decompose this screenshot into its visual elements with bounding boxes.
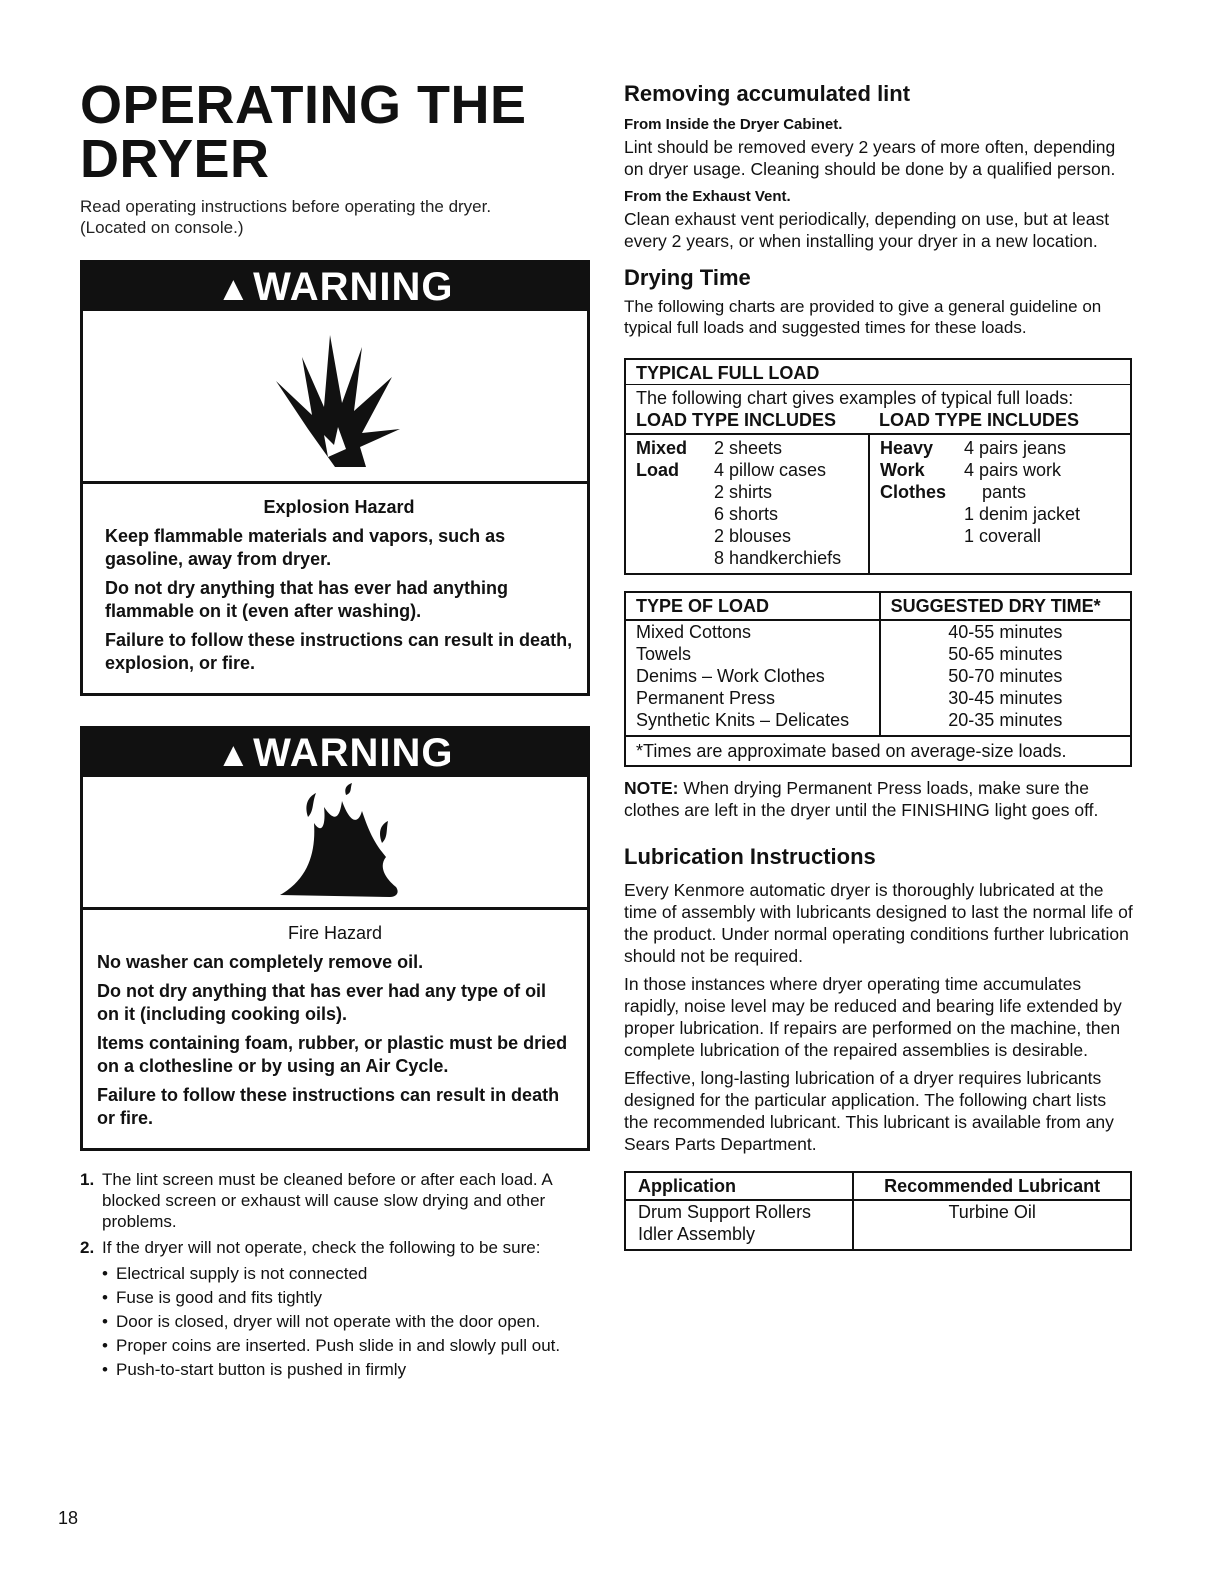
lubrication-heading: Lubrication Instructions	[624, 844, 876, 869]
step-number: 1.	[80, 1170, 95, 1189]
load-label: Load	[636, 460, 679, 480]
lube-table-header-lubricant: Recommended Lubricant	[853, 1172, 1131, 1200]
step-1	[80, 1169, 590, 1232]
warning-header	[83, 729, 587, 777]
load-type: Mixed Cottons	[636, 622, 752, 642]
dry-time-table	[624, 591, 1132, 767]
warning-label: WARNING	[253, 265, 454, 309]
dry-time: 50-70 minutes	[880, 665, 1131, 687]
right-column	[624, 80, 1134, 1251]
intro-line-2: (Located on console.)	[80, 218, 244, 237]
load-item: 4 pillow cases	[714, 460, 827, 480]
load-item: 4 pairs jeans	[964, 438, 1067, 458]
load-type: Permanent Press	[636, 688, 776, 708]
load-item: 2 sheets	[714, 438, 783, 458]
load-column-header: LOAD TYPE INCLUDES	[869, 409, 1131, 434]
load-item: 2 blouses	[714, 526, 792, 546]
check-item: • Door is closed, dryer will not operate with the door open.	[102, 1311, 590, 1332]
load-item: 2 shirts	[714, 482, 773, 502]
drying-time-text: The following charts are provided to give a general guideline on typical full loads and suggested times for these loads.	[624, 297, 1102, 337]
lubrication-paragraph: Every Kenmore automatic dryer is thoroughly lubricated at the time of assembly with lubricants designed to last the normal life of the product. Under normal operating conditions further lubrication should not be required.	[624, 880, 1133, 966]
dry-table-footnote: *Times are approximate based on average-size loads.	[625, 736, 1131, 766]
left-column	[80, 75, 590, 1383]
load-item: 6 shorts	[714, 504, 779, 524]
mixed-load-cell	[625, 434, 869, 574]
permanent-press-note	[624, 777, 1134, 821]
load-item: 1 coverall	[964, 526, 1042, 546]
typical-load-table	[624, 358, 1132, 575]
load-item: 4 pairs work	[964, 460, 1062, 480]
load-label: Mixed	[636, 438, 688, 458]
operating-steps	[80, 1169, 590, 1380]
intro-line-1: Read operating instructions before operating the dryer.	[80, 197, 492, 216]
check-item: • Fuse is good and fits tightly	[102, 1287, 590, 1308]
load-type: Denims – Work Clothes	[636, 666, 825, 686]
warning-line: Do not dry anything that has ever had anything flammable on it (even after washing).	[105, 578, 509, 621]
table-row	[625, 687, 1131, 709]
application-item: Drum Support Rollers	[638, 1202, 812, 1222]
table-row	[625, 665, 1131, 687]
load-item: 1 denim jacket	[964, 504, 1081, 524]
warning-line: Do not dry anything that has ever had any type of oil on it (including cooking oils).	[97, 981, 547, 1024]
dry-table-header-type: TYPE OF LOAD	[625, 592, 880, 620]
step-text: If the dryer will not operate, check the following to be sure:	[102, 1238, 541, 1257]
note-text: When drying Permanent Press loads, make sure the clothes are left in the dryer until the FINISHING light goes off.	[624, 778, 1099, 820]
note-label: NOTE:	[624, 778, 679, 798]
load-label: Heavy	[880, 438, 934, 458]
heavy-load-cell	[869, 434, 1131, 574]
warning-line: Items containing foam, rubber, or plastic must be dried on a clothesline or by using an Air Cycle.	[97, 1033, 568, 1076]
warning-triangle-icon: ▲	[216, 736, 252, 774]
check-list	[102, 1263, 590, 1380]
check-item: • Electrical supply is not connected	[102, 1263, 590, 1284]
warning-text	[83, 484, 587, 693]
warning-line: Failure to follow these instructions can result in death, explosion, or fire.	[105, 630, 573, 673]
lubricant-table	[624, 1171, 1132, 1251]
load-type: Synthetic Knits – Delicates	[636, 710, 850, 730]
fire-warning-box	[80, 726, 590, 1151]
table-row	[625, 709, 1131, 736]
warning-triangle-icon: ▲	[216, 270, 252, 308]
load-item: pants	[982, 482, 1027, 502]
dry-table-header-time: SUGGESTED DRY TIME*	[880, 592, 1131, 620]
table-row	[625, 643, 1131, 665]
hazard-title: Explosion Hazard	[263, 497, 415, 517]
explosion-icon	[83, 311, 587, 484]
load-column-header: LOAD TYPE INCLUDES	[625, 409, 869, 434]
vent-text: Clean exhaust vent periodically, depending on use, but at least every 2 years, or when installing your dryer in a new location.	[624, 209, 1110, 251]
load-label: Clothes	[880, 482, 947, 502]
dry-time: 30-45 minutes	[880, 687, 1131, 709]
check-item: • Push-to-start button is pushed in firmly	[102, 1359, 590, 1380]
lubrication-paragraph: In those instances where dryer operating time accumulates rapidly, noise level may be reduced and bearing life extended by proper lubrication. If repairs are performed on the machine, then complete lubrication of the repaired assemblies is desirable.	[624, 974, 1122, 1060]
explosion-warning-box	[80, 260, 590, 696]
title-line-2: DRYER	[80, 129, 270, 189]
table-row	[625, 620, 1131, 643]
page-number: 18	[58, 1508, 79, 1528]
warning-line: Keep flammable materials and vapors, such as gasoline, away from dryer.	[105, 526, 506, 569]
cabinet-text: Lint should be removed every 2 years of more often, depending on dryer usage. Cleaning should be done by a qualified person.	[624, 137, 1116, 179]
cabinet-subhead: From Inside the Dryer Cabinet.	[624, 116, 843, 133]
drying-time-heading: Drying Time	[624, 265, 751, 290]
warning-line: No washer can completely remove oil.	[97, 952, 424, 972]
warning-line: Failure to follow these instructions can result in death or fire.	[97, 1085, 560, 1128]
step-text: The lint screen must be cleaned before or after each load. A blocked screen or exhaust will cause slow drying and other problems.	[102, 1170, 552, 1231]
lint-heading: Removing accumulated lint	[624, 81, 911, 106]
application-item: Idler Assembly	[638, 1224, 756, 1244]
load-label: Work	[880, 460, 925, 480]
table-row	[625, 1200, 1131, 1223]
load-table-subtitle: The following chart gives examples of typical full loads:	[636, 388, 1074, 408]
lube-table-header-application: Application	[625, 1172, 853, 1200]
lubricant-value: Turbine Oil	[853, 1200, 1131, 1250]
load-table-title: TYPICAL FULL LOAD	[625, 359, 1131, 385]
title-line-1: OPERATING THE	[80, 75, 527, 135]
warning-text	[83, 910, 587, 1148]
dry-time: 50-65 minutes	[880, 643, 1131, 665]
step-2	[80, 1237, 590, 1258]
vent-subhead: From the Exhaust Vent.	[624, 188, 791, 205]
intro-text	[80, 196, 590, 238]
fire-icon	[83, 777, 587, 910]
load-item: 8 handkerchiefs	[714, 548, 842, 568]
step-number: 2.	[80, 1238, 95, 1257]
dry-time: 40-55 minutes	[880, 620, 1131, 643]
dry-time: 20-35 minutes	[880, 709, 1131, 736]
page-title	[80, 75, 590, 189]
check-item: • Proper coins are inserted. Push slide in and slowly pull out.	[102, 1335, 590, 1356]
warning-header	[83, 263, 587, 311]
load-type: Towels	[636, 644, 692, 664]
warning-label: WARNING	[253, 731, 454, 775]
lubrication-paragraph: Effective, long-lasting lubrication of a dryer requires lubricants designed for the particular application. The following chart lists the recommended lubricant. This lubricant is available from any Sears Parts Department.	[624, 1068, 1114, 1154]
hazard-title: Fire Hazard	[287, 923, 383, 943]
